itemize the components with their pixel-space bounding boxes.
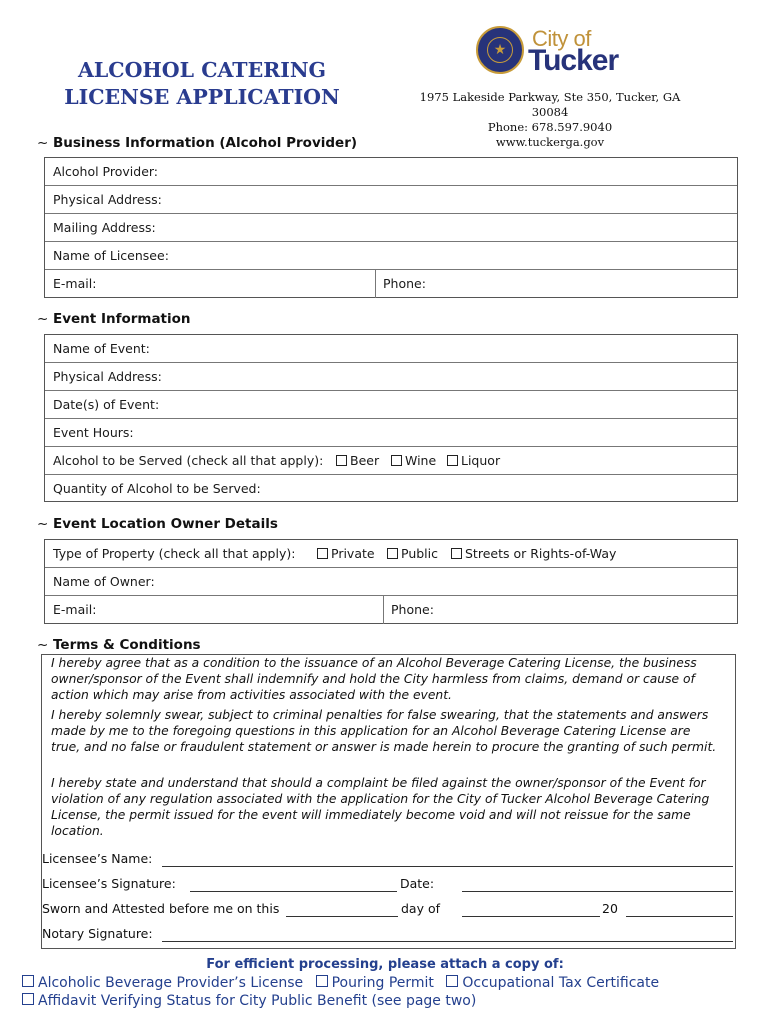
field-name-of-licensee[interactable]: Name of Licensee: — [45, 242, 737, 270]
attach-row-2 — [22, 993, 476, 1009]
attach-item-pouring-permit[interactable]: Pouring Permit — [316, 975, 434, 991]
business-info-box — [44, 157, 738, 298]
terms-box — [41, 654, 736, 949]
licensee-signature-label: Licensee’s Signature: — [42, 876, 176, 891]
field-business-physical-address[interactable]: Physical Address: — [45, 186, 737, 214]
field-name-of-owner[interactable]: Name of Owner: — [45, 568, 737, 596]
checkbox-icon — [316, 975, 328, 987]
terms-paragraph-2: I hereby solemnly swear, subject to criminal penalties for false swearing, that the statements and answers made by me to the foregoing questions in this application for an Alcohol Beverage Catering License are true, and no false or fraudulent statement or answer is made herein to procure the granting of such permit. — [51, 708, 717, 754]
owner-info-box — [44, 539, 738, 624]
tilde-bullet-icon: ~ — [37, 516, 49, 532]
attach-item-providers-license[interactable]: Alcoholic Beverage Provider’s License — [22, 975, 303, 991]
form-title — [62, 57, 342, 111]
field-business-phone[interactable]: Phone: — [383, 276, 426, 291]
field-event-dates[interactable]: Date(s) of Event: — [45, 391, 737, 419]
website-line: www.tuckerga.gov — [495, 135, 605, 149]
sworn-month-line[interactable] — [462, 916, 600, 917]
checkbox-icon — [336, 455, 347, 466]
attach-item-affidavit[interactable]: Affidavit Verifying Status for City Public Benefit (see page two) — [22, 993, 476, 1009]
day-of-label: day of — [401, 901, 441, 916]
title-line-1: ALCOHOL CATERING — [77, 58, 327, 82]
sworn-day-line[interactable] — [286, 916, 398, 917]
tilde-bullet-icon: ~ — [37, 637, 49, 653]
field-property-type: Type of Property (check all that apply): Private Public Streets or Rights-of-Way — [45, 540, 737, 568]
title-line-2: LICENSE APPLICATION — [64, 85, 340, 109]
field-alcohol-quantity[interactable]: Quantity of Alcohol to be Served: — [53, 481, 261, 496]
licensee-name-label: Licensee’s Name: — [42, 851, 153, 866]
terms-paragraph-1: I hereby agree that as a condition to the issuance of an Alcohol Beverage Catering License, the business owner/sponsor of the Event shall indemnify and hold the City harmless from claims, demand or cause of action which may arise from activities associated with the event. — [51, 656, 697, 702]
field-event-hours[interactable]: Event Hours: — [45, 419, 737, 447]
licensee-name-line[interactable] — [162, 866, 733, 867]
checkbox-wine[interactable]: Wine — [391, 447, 436, 475]
field-event-physical-address[interactable]: Physical Address: — [45, 363, 737, 391]
checkbox-icon — [387, 548, 398, 559]
field-owner-email[interactable]: E-mail: — [53, 602, 97, 617]
section-business-heading: ~ Business Information (Alcohol Provider) — [37, 135, 358, 151]
date-line[interactable] — [462, 891, 733, 892]
tilde-bullet-icon: ~ — [37, 311, 49, 327]
checkbox-public[interactable]: Public — [387, 540, 438, 568]
event-info-box — [44, 334, 738, 502]
checkbox-liquor[interactable]: Liquor — [447, 447, 500, 475]
checkbox-icon — [391, 455, 402, 466]
city-address-block — [400, 90, 700, 150]
section-terms-heading: ~ Terms & Conditions — [37, 637, 201, 653]
licensee-signature-line[interactable] — [190, 891, 397, 892]
notary-signature-label: Notary Signature: — [42, 926, 153, 941]
checkbox-icon — [447, 455, 458, 466]
section-event-heading: ~ Event Information — [37, 311, 191, 327]
field-alcohol-served: Alcohol to be Served (check all that apply): Beer Wine Liquor — [45, 447, 737, 475]
business-contact-row — [45, 270, 737, 298]
tilde-bullet-icon: ~ — [37, 135, 49, 151]
notary-signature-line[interactable] — [162, 941, 733, 942]
city-logo — [476, 26, 626, 78]
year-prefix-label: 20 — [602, 901, 618, 916]
address-line: 1975 Lakeside Parkway, Ste 350, Tucker, GA 30084 — [419, 90, 681, 119]
checkbox-icon — [446, 975, 458, 987]
field-mailing-address[interactable]: Mailing Address: — [45, 214, 737, 242]
city-seal-icon: ★ — [476, 26, 524, 74]
sworn-label: Sworn and Attested before me on this — [42, 901, 280, 916]
logo-tucker: Tucker — [528, 44, 619, 77]
logo-city-of: City of — [532, 26, 591, 51]
attach-item-occupational-tax[interactable]: Occupational Tax Certificate — [446, 975, 659, 991]
attach-heading: For efficient processing, please attach a copy of: — [206, 957, 564, 972]
phone-line: Phone: 678.597.9040 — [487, 120, 613, 134]
checkbox-icon — [317, 548, 328, 559]
attach-row-1 — [22, 975, 659, 991]
checkbox-streets[interactable]: Streets or Rights-of-Way — [451, 540, 616, 568]
checkbox-beer[interactable]: Beer — [336, 447, 379, 475]
field-owner-phone[interactable]: Phone: — [391, 602, 434, 617]
checkbox-icon — [22, 975, 34, 987]
sworn-year-line[interactable] — [626, 916, 733, 917]
date-label: Date: — [400, 876, 435, 891]
field-name-of-event[interactable]: Name of Event: — [45, 335, 737, 363]
owner-contact-row — [45, 596, 737, 624]
checkbox-icon — [22, 993, 34, 1005]
field-business-email[interactable]: E-mail: — [53, 276, 97, 291]
section-owner-heading: ~ Event Location Owner Details — [37, 516, 278, 532]
checkbox-private[interactable]: Private — [317, 540, 375, 568]
terms-paragraph-3: I hereby state and understand that should a complaint be filed against the owner/sponsor of the Event for violation of any regulation associated with the application for the City of Tucker Alcohol Beverage Catering License, the permit issued for the event will immediately become void and will not reissue for the same location. — [51, 776, 710, 838]
checkbox-icon — [451, 548, 462, 559]
field-alcohol-provider[interactable]: Alcohol Provider: — [45, 158, 737, 186]
